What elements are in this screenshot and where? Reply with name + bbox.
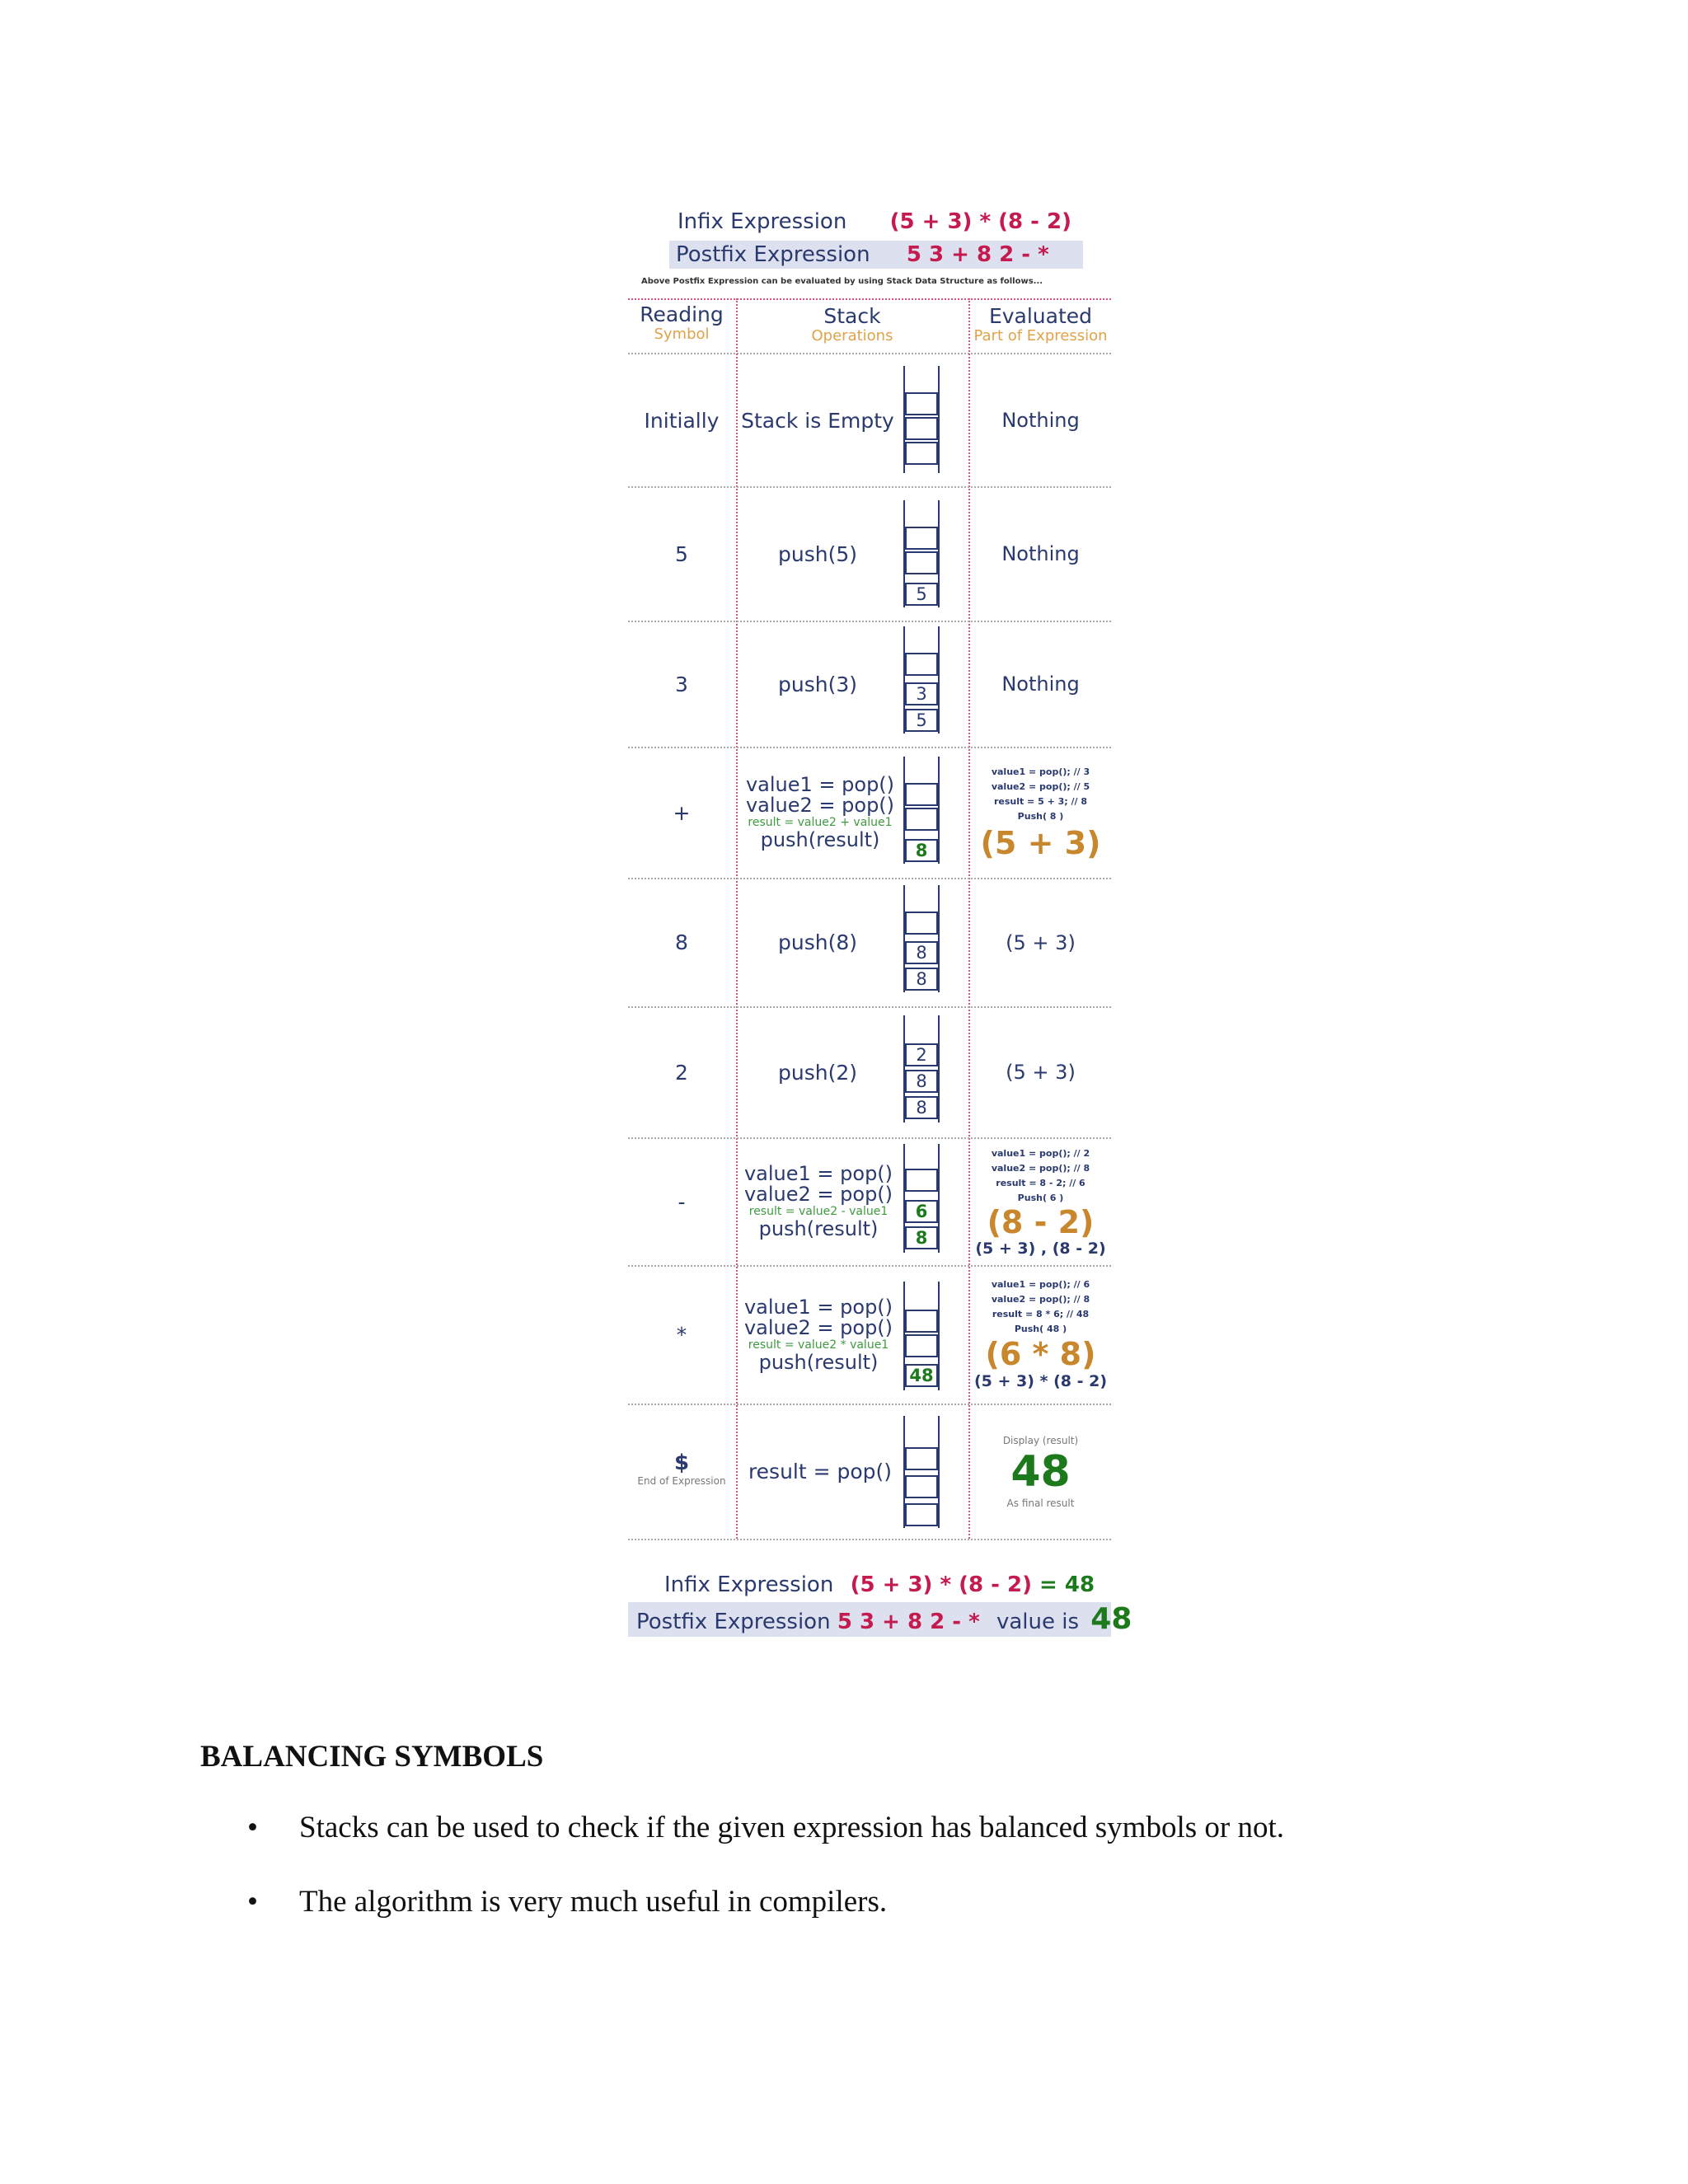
header-reading-title: Reading [640,302,724,326]
eval-expression: (6 * 8) [985,1336,1096,1372]
bullet-marker: • [247,1885,258,1919]
evaluated-text: Nothing [1001,409,1080,432]
eval-step: value2 = pop(); // 5 [991,781,1090,792]
header-stack-sub: Operations [811,327,893,344]
stack-rail [938,366,940,473]
stack-slot [905,1169,938,1192]
stack-slot: 8 [905,1226,938,1249]
evaluated-text: Nothing [1001,542,1080,565]
stack-slot [905,1475,938,1498]
stack-slot [905,392,938,415]
header-stack-title: Stack [823,304,881,328]
infix-value: (5 + 3) * (8 - 2) [889,209,1071,234]
eval-expression: (5 + 3) [980,825,1101,861]
bottom-postfix-value: 5 3 + 8 2 - * [837,1610,980,1634]
stack-slot [905,442,938,465]
op-result-formula: result = value2 * value1 [748,1338,889,1352]
infix-banner [678,208,1071,236]
op-line: value1 = pop() [745,773,895,796]
stack-diagram [903,1144,940,1253]
postfix-label: Postfix Expression [676,242,870,267]
bullet-marker: • [247,1811,258,1844]
final-result-note: As final result [1006,1497,1075,1509]
stack-slot: 8 [905,839,938,862]
header-reading-sub: Symbol [654,326,710,343]
eval-step: value2 = pop(); // 8 [991,1163,1090,1174]
stack-rail [938,885,940,992]
stack-diagram [903,1282,940,1390]
bottom-infix-equals: = 48 [1031,1572,1095,1597]
stack-diagram [903,1416,940,1528]
bullet-text: The algorithm is very much useful in compilers. [299,1885,888,1919]
eval-step: Push( 48 ) [1014,1324,1067,1334]
header-evaluated-sub: Part of Expression [973,327,1108,344]
row-symbol: 5 [675,541,688,566]
row-evaluated [970,622,1111,746]
stack-rail [938,757,940,864]
header-stack [738,305,967,344]
stack-slot [905,808,938,831]
op-line: push(result) [758,1350,879,1374]
row-operation: push(3) [778,672,857,696]
stack-slot: 3 [905,682,938,705]
row-evaluated [970,1141,1111,1264]
infix-label: Infix Expression [678,209,847,234]
stack-diagram [903,1015,940,1122]
op-line: value2 = pop() [743,1315,893,1339]
eval-partial: (5 + 3) , (8 - 2) [975,1240,1106,1258]
op-line: value2 = pop() [745,794,895,817]
header-top-rule [628,298,1111,300]
row-operation [738,748,903,877]
op-line: value1 = pop() [743,1162,893,1185]
bullet-text: Stacks can be used to check if the given expression has balanced symbols or not. [299,1811,1284,1844]
row-operation: push(2) [778,1060,857,1085]
eval-step: value1 = pop(); // 2 [991,1148,1090,1159]
bottom-infix-value: (5 + 3) * (8 - 2) [850,1572,1032,1597]
stack-slot [905,417,938,440]
figure-note: Above Postfix Expression can be evaluated by using Stack Data Structure as follows... [641,277,1043,286]
eval-step: result = 5 + 3; // 8 [993,796,1088,807]
row-operation: push(5) [778,541,857,566]
row-operation [738,1139,899,1264]
row-symbol: 3 [675,672,688,696]
stack-slot: 2 [905,1043,938,1066]
stack-rail [938,500,940,607]
eval-step: value1 = pop(); // 3 [991,766,1090,777]
bottom-infix-label: Infix Expression [664,1572,834,1597]
evaluated-text: (5 + 3) [1006,930,1076,954]
row-symbol [628,1451,735,1487]
row-operation: Stack is Empty [741,408,894,433]
evaluated-text: Nothing [1001,673,1080,696]
row-evaluated [970,1405,1111,1538]
stack-slot: 8 [905,1096,938,1119]
stack-diagram [903,626,940,733]
stack-diagram [903,366,940,473]
end-symbol-note: End of Expression [637,1475,726,1487]
stack-slot [905,783,938,806]
row-symbol: * [676,1323,687,1347]
stack-slot: 5 [905,709,938,732]
row-evaluated [970,488,1111,620]
stack-slot: 8 [905,941,938,964]
eval-step: value2 = pop(); // 8 [991,1294,1090,1305]
stack-slot: 8 [905,1070,938,1093]
row-symbol: - [678,1189,686,1214]
evaluated-text: (5 + 3) [1006,1061,1076,1084]
stack-diagram [903,757,940,864]
row-symbol: Initially [644,408,720,433]
eval-step: result = 8 * 6; // 48 [992,1309,1090,1319]
final-result: 48 [1010,1446,1071,1497]
op-line: value2 = pop() [743,1183,893,1206]
stack-slot [905,1447,938,1470]
end-symbol: $ [673,1451,690,1475]
bottom-infix-banner [664,1571,1095,1599]
stack-slot: 48 [905,1364,938,1387]
bottom-value-is: value is [996,1610,1080,1634]
stack-slot [905,912,938,935]
row-symbol: 8 [675,930,688,954]
row-operation: result = pop() [748,1460,893,1483]
op-line: value1 = pop() [743,1295,893,1319]
bottom-postfix-label: Postfix Expression [636,1610,831,1634]
bottom-postfix-banner [628,1602,1132,1637]
stack-diagram [903,500,940,607]
stack-slot [905,1334,938,1357]
postfix-value: 5 3 + 8 2 - * [906,242,1049,267]
header-reading [628,303,735,343]
stack-rail [938,1144,940,1253]
stack-diagram [903,885,940,992]
stack-rail [938,1416,940,1528]
stack-slot [905,551,938,574]
row-separator [628,1539,1111,1540]
stack-slot: 5 [905,583,938,606]
stack-rail [938,1015,940,1122]
stack-slot: 8 [905,968,938,991]
eval-step: value1 = pop(); // 6 [991,1279,1090,1290]
display-result-note: Display (result) [1002,1434,1079,1446]
row-symbol: 2 [675,1060,688,1085]
op-result-formula: result = value2 - value1 [748,1205,889,1218]
op-result-formula: result = value2 + value1 [748,816,893,829]
stack-rail [938,626,940,733]
row-evaluated [970,354,1111,486]
postfix-banner [669,241,1083,269]
stack-slot [905,1503,938,1526]
header-evaluated-title: Evaluated [988,304,1093,328]
section-heading: BALANCING SYMBOLS [200,1740,544,1774]
row-evaluated [970,752,1111,875]
row-evaluated [970,1268,1111,1400]
eval-step: result = 8 - 2; // 6 [996,1178,1085,1188]
row-evaluated [970,1008,1111,1137]
op-line: push(result) [760,828,880,851]
eval-step: Push( 6 ) [1017,1193,1064,1203]
row-symbol: + [673,800,691,825]
header-evaluated [970,305,1111,344]
op-line: push(result) [758,1217,879,1240]
row-operation [738,1267,899,1403]
eval-expression: (8 - 2) [987,1204,1095,1240]
stack-slot [905,527,938,550]
eval-partial: (5 + 3) * (8 - 2) [973,1372,1108,1390]
eval-step: Push( 8 ) [1017,811,1064,822]
stack-rail [938,1282,940,1390]
stack-slot: 6 [905,1200,938,1223]
stack-slot [905,653,938,676]
bottom-result: 48 [1090,1602,1132,1636]
stack-slot [905,1310,938,1333]
row-evaluated [970,879,1111,1005]
row-operation: push(8) [778,930,857,954]
